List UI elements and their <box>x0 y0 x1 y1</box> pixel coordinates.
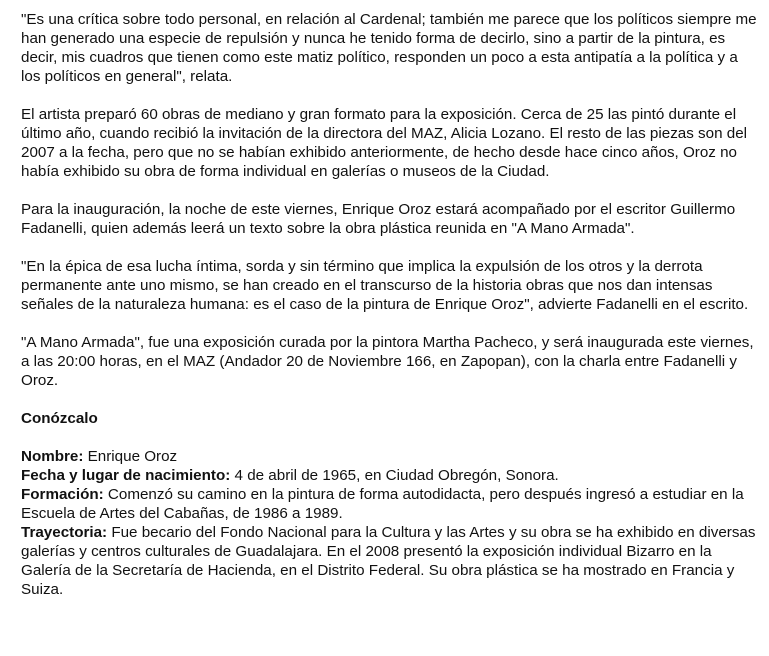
paragraph-inauguration: Para la inauguración, la noche de este viernes, Enrique Oroz estará acompañado por el escritor Guillermo Fadanelli, quien además leerá un texto sobre la obra plástica reunida en "A Mano Armada". <box>21 201 736 237</box>
paragraph-exhibition: "A Mano Armada", fue una exposición curada por la pintora Martha Pacheco, y será inaugurada este viernes, a las 20:00 horas, en el MAZ (Andador 20 de Noviembre 166, en Zapopan), con la charla entre Fadanelli y Oroz. <box>21 334 754 389</box>
section-heading: Conózcalo <box>21 410 98 427</box>
fact-value: Comenzó su camino en la pintura de forma autodidacta, pero después ingresó a estudiar en la Escuela de Artes del Cabañas, de 1986 a 1989. <box>21 486 744 522</box>
fact-value: Enrique Oroz <box>83 448 178 465</box>
fact-label: Fecha y lugar de nacimiento: <box>21 467 231 484</box>
article-body <box>21 10 761 599</box>
fact-label: Formación: <box>21 486 104 503</box>
fact-name <box>21 447 761 466</box>
fact-label: Trayectoria: <box>21 524 108 541</box>
facts-list <box>21 447 761 599</box>
fact-education <box>21 485 761 523</box>
fact-value: 4 de abril de 1965, en Ciudad Obregón, Sonora. <box>230 467 559 484</box>
fact-career <box>21 523 761 599</box>
fact-value: Fue becario del Fondo Nacional para la Cultura y las Artes y su obra se ha exhibido en diversas galerías y centros culturales de Guadalajara. En el 2008 presentó la exposición individual Bizarro en la Galería de la Secretaría de Hacienda, en el Distrito Federal. Su obra plástica se ha mostrado en Francia y Suiza. <box>21 524 756 598</box>
fact-birth <box>21 466 761 485</box>
paragraph-works: El artista preparó 60 obras de mediano y gran formato para la exposición. Cerca de 25 las pintó durante el último año, cuando recibió la invitación de la directora del MAZ, Alicia Lozano. El resto de las piezas son del 2007 a la fecha, pero que no se habían exhibido anteriormente, de hecho desde hace cinco años, Oroz no había exhibido su obra de forma individual en galerías o museos de la Ciudad. <box>21 106 748 180</box>
fact-label: Nombre: <box>21 448 84 465</box>
quote-paragraph-fadanelli: "En la épica de esa lucha íntima, sorda y sin término que implica la expulsión de los otros y la derrota permanente ante uno mismo, se han creado en el transcurso de la historia obras que nos dan intensas señales de la naturaleza humana: es el caso de la pintura de Enrique Oroz", advierte Fadanelli en el escrito. <box>21 258 749 313</box>
quote-paragraph-1: "Es una crítica sobre todo personal, en relación al Cardenal; también me parece que los políticos siempre me han generado una especie de repulsión y nunca he tenido forma de decirlo, sino a partir de la pintura, es decir, mis cuadros que tienen como este matiz político, responden un poco a esta antipatía a la política y a los políticos en general", relata. <box>21 11 757 85</box>
